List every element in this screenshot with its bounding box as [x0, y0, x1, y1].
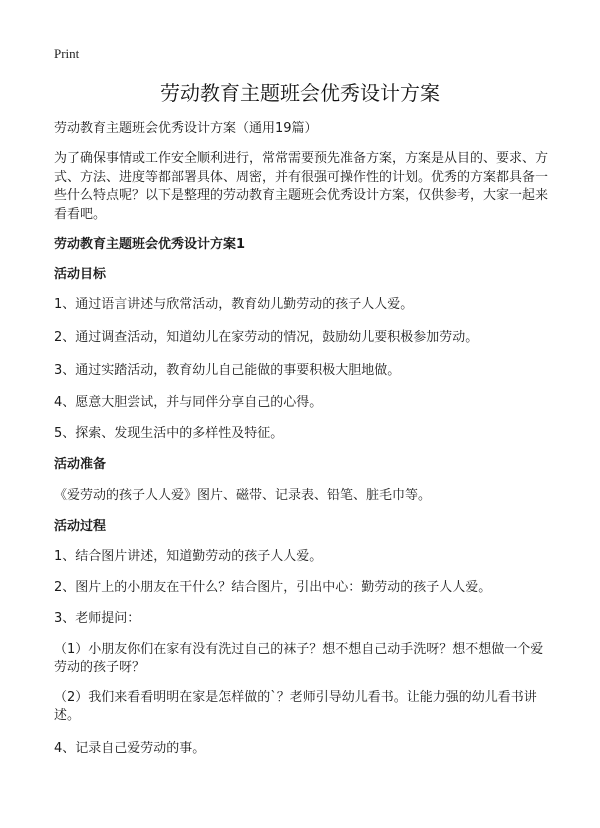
print-link[interactable]: Print	[54, 46, 80, 61]
goals-heading: 活动目标	[54, 267, 107, 282]
process-item: 3、老师提问：	[54, 611, 141, 626]
intro-paragraph: 为了确保事情或工作安全顺利进行，常常需要预先准备方案，方案是从目的、要求、方式、方法、进度等都部署具体、周密，并有很强可操作性的计划。优秀的方案都具备一些什么特点呢？以下是整理的劳动教育主题班会优秀设计方案，仅供参考，大家一起来看看吧。	[54, 151, 549, 222]
section-title: 劳动教育主题班会优秀设计方案1	[54, 237, 246, 252]
goal-item: 1、通过语言讲述与欣常活动，教育幼儿勤劳动的孩子人人爱。	[54, 297, 414, 312]
process-item: 1、结合图片讲述，知道勤劳动的孩子人人爱。	[54, 549, 323, 564]
prep-heading: 活动准备	[54, 457, 107, 472]
process-item: （2）我们来看看明明在家是怎样做的`？老师引导幼儿看书。让能力强的幼儿看书讲述。	[54, 690, 537, 723]
document-subtitle: 劳动教育主题班会优秀设计方案（通用19篇）	[54, 121, 318, 136]
goal-item: 2、通过调查活动，知道幼儿在家劳动的情况，鼓励幼儿要积极参加劳动。	[54, 330, 479, 345]
process-item: （1）小朋友你们在家有没有洗过自己的袜子？想不想自己动手洗呀？想不想做一个爱劳动的孩子呀？	[54, 642, 544, 675]
goal-item: 5、探索、发现生活中的多样性及特征。	[54, 426, 284, 441]
goal-item: 3、通过实踏活动，教育幼儿自己能做的事要积极大胆地做。	[54, 363, 401, 378]
page-title: 劳动教育主题班会优秀设计方案	[160, 81, 440, 105]
process-item: 2、图片上的小朋友在干什么？结合图片，引出中心：勤劳动的孩子人人爱。	[54, 580, 492, 595]
goal-item: 4、愿意大胆尝试，并与同伴分享自己的心得。	[54, 395, 323, 410]
process-item: 4、记录自己爱劳动的事。	[54, 741, 206, 756]
prep-text: 《爱劳动的孩子人人爱》图片、磁带、记录表、铅笔、脏毛巾等。	[54, 488, 432, 503]
process-heading: 活动过程	[54, 519, 107, 534]
